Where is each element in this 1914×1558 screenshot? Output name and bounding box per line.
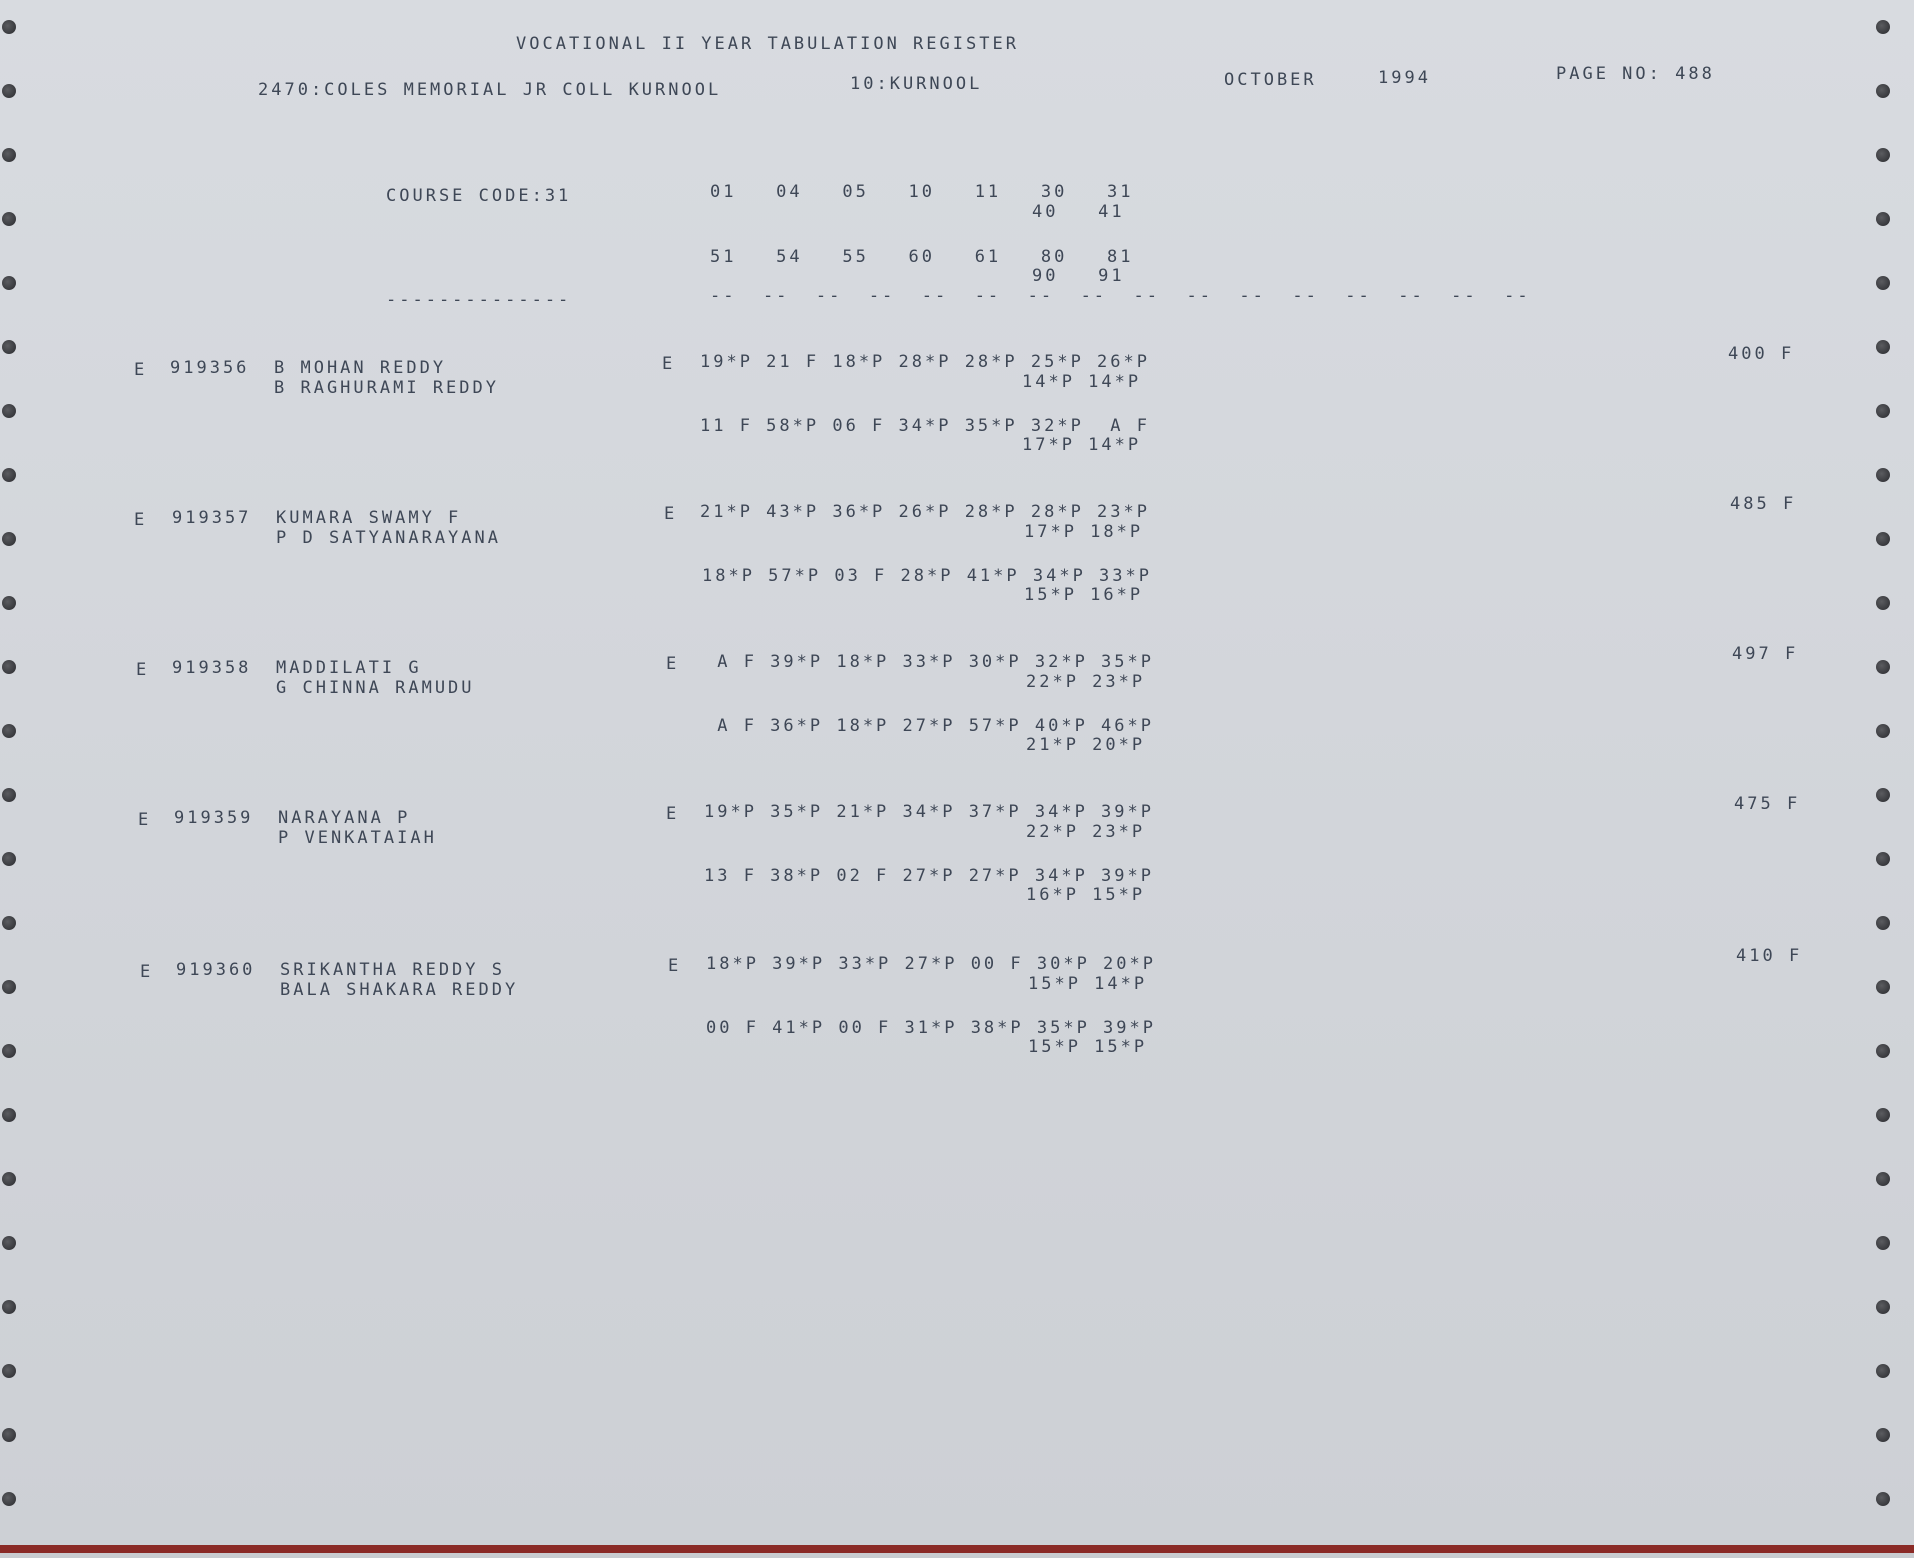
record-type: E bbox=[134, 510, 148, 530]
feed-hole bbox=[1876, 212, 1890, 226]
marks-line1: 21*P 43*P 36*P 26*P 28*P 28*P 23*P bbox=[700, 502, 1150, 522]
marks-line2-sub: 16*P 15*P bbox=[1026, 885, 1146, 905]
marks-line2-sub: 15*P 15*P bbox=[1028, 1037, 1148, 1057]
total-result: 400 F bbox=[1728, 344, 1795, 364]
feed-hole bbox=[1876, 84, 1890, 98]
marks-line2: 13 F 38*P 02 F 27*P 27*P 34*P 39*P bbox=[704, 866, 1154, 886]
hall-ticket-number: 919356 bbox=[170, 358, 250, 378]
marks-line1: 19*P 21 F 18*P 28*P 28*P 25*P 26*P bbox=[700, 352, 1150, 372]
marks-line1-sub: 22*P 23*P bbox=[1026, 672, 1146, 692]
subject-codes-row1-sub: 40 41 bbox=[1032, 202, 1125, 222]
record-type: E bbox=[136, 660, 150, 680]
feed-hole bbox=[1876, 788, 1890, 802]
hall-ticket-number: 919360 bbox=[176, 960, 256, 980]
feed-hole bbox=[1876, 148, 1890, 162]
marks-line1: A F 39*P 18*P 33*P 30*P 32*P 35*P bbox=[704, 652, 1154, 672]
feed-hole bbox=[2, 1300, 16, 1314]
hall-ticket-number: 919359 bbox=[174, 808, 254, 828]
feed-hole bbox=[1876, 1364, 1890, 1378]
exam-marker: E bbox=[664, 504, 678, 524]
feed-hole bbox=[2, 788, 16, 802]
student-record bbox=[0, 946, 1914, 1074]
column-separators: -- -- -- -- -- -- -- -- -- -- -- -- -- -- -- -- bbox=[710, 286, 1531, 306]
total-result: 485 F bbox=[1730, 494, 1797, 514]
feed-hole bbox=[1876, 1428, 1890, 1442]
subject-codes-row2: 51 54 55 60 61 80 81 bbox=[710, 247, 1134, 267]
record-type: E bbox=[140, 962, 154, 982]
marks-line2-sub: 21*P 20*P bbox=[1026, 735, 1146, 755]
feed-hole bbox=[2, 1492, 16, 1506]
total-result: 410 F bbox=[1736, 946, 1803, 966]
feed-hole bbox=[2, 1428, 16, 1442]
marks-line1-sub: 15*P 14*P bbox=[1028, 974, 1148, 994]
marks-line1: 18*P 39*P 33*P 27*P 00 F 30*P 20*P bbox=[706, 954, 1156, 974]
record-type: E bbox=[134, 360, 148, 380]
feed-hole bbox=[1876, 1236, 1890, 1250]
feed-hole bbox=[2, 212, 16, 226]
record-type: E bbox=[138, 810, 152, 830]
marks-line2: 00 F 41*P 00 F 31*P 38*P 35*P 39*P bbox=[706, 1018, 1156, 1038]
subject-codes-row1: 01 04 05 10 11 30 31 bbox=[710, 182, 1134, 202]
page-number: PAGE NO: 488 bbox=[1556, 64, 1715, 84]
father-name: P D SATYANARAYANA bbox=[276, 528, 501, 548]
student-name: B MOHAN REDDY bbox=[274, 358, 447, 378]
marks-line2-sub: 15*P 16*P bbox=[1024, 585, 1144, 605]
district-name: 10:KURNOOL bbox=[850, 74, 983, 94]
total-result: 497 F bbox=[1732, 644, 1799, 664]
register-title: VOCATIONAL II YEAR TABULATION REGISTER bbox=[516, 34, 1019, 54]
exam-marker: E bbox=[666, 654, 680, 674]
father-name: G CHINNA RAMUDU bbox=[276, 678, 475, 698]
college-name: 2470:COLES MEMORIAL JR COLL KURNOOL bbox=[258, 80, 722, 100]
marks-line1-sub: 22*P 23*P bbox=[1026, 822, 1146, 842]
exam-marker: E bbox=[662, 354, 676, 374]
feed-hole bbox=[2, 84, 16, 98]
course-separator: -------------- bbox=[386, 290, 572, 310]
feed-hole bbox=[2, 148, 16, 162]
feed-hole bbox=[2, 20, 16, 34]
marks-line1-sub: 14*P 14*P bbox=[1022, 372, 1142, 392]
father-name: P VENKATAIAH bbox=[278, 828, 437, 848]
hall-ticket-number: 919358 bbox=[172, 658, 252, 678]
student-name: MADDILATI G bbox=[276, 658, 422, 678]
feed-hole bbox=[1876, 1492, 1890, 1506]
student-record bbox=[0, 644, 1914, 772]
student-name: KUMARA SWAMY F bbox=[276, 508, 462, 528]
marks-line2-sub: 17*P 14*P bbox=[1022, 435, 1142, 455]
total-result: 475 F bbox=[1734, 794, 1801, 814]
feed-hole bbox=[2, 276, 16, 290]
student-record bbox=[0, 344, 1914, 472]
course-code-label: COURSE CODE:31 bbox=[386, 186, 572, 206]
marks-line2: 18*P 57*P 03 F 28*P 41*P 34*P 33*P bbox=[702, 566, 1152, 586]
feed-hole bbox=[1876, 20, 1890, 34]
subject-codes-row2-sub: 90 91 bbox=[1032, 266, 1125, 286]
marks-line2: A F 36*P 18*P 27*P 57*P 40*P 46*P bbox=[704, 716, 1154, 736]
feed-hole bbox=[1876, 1172, 1890, 1186]
feed-hole bbox=[2, 1108, 16, 1122]
father-name: BALA SHAKARA REDDY bbox=[280, 980, 519, 1000]
feed-hole bbox=[1876, 1300, 1890, 1314]
student-record bbox=[0, 794, 1914, 922]
feed-hole bbox=[1876, 1108, 1890, 1122]
feed-hole bbox=[2, 1236, 16, 1250]
student-name: NARAYANA P bbox=[278, 808, 411, 828]
marks-line2: 11 F 58*P 06 F 34*P 35*P 32*P A F bbox=[700, 416, 1150, 436]
student-name: SRIKANTHA REDDY S bbox=[280, 960, 505, 980]
student-record bbox=[0, 494, 1914, 622]
marks-line1-sub: 17*P 18*P bbox=[1024, 522, 1144, 542]
exam-marker: E bbox=[668, 956, 682, 976]
exam-year: 1994 bbox=[1378, 68, 1431, 88]
exam-month: OCTOBER bbox=[1224, 70, 1317, 90]
feed-hole bbox=[1876, 276, 1890, 290]
father-name: B RAGHURAMI REDDY bbox=[274, 378, 499, 398]
feed-hole bbox=[2, 1172, 16, 1186]
marks-line1: 19*P 35*P 21*P 34*P 37*P 34*P 39*P bbox=[704, 802, 1154, 822]
feed-hole bbox=[2, 1364, 16, 1378]
exam-marker: E bbox=[666, 804, 680, 824]
hall-ticket-number: 919357 bbox=[172, 508, 252, 528]
